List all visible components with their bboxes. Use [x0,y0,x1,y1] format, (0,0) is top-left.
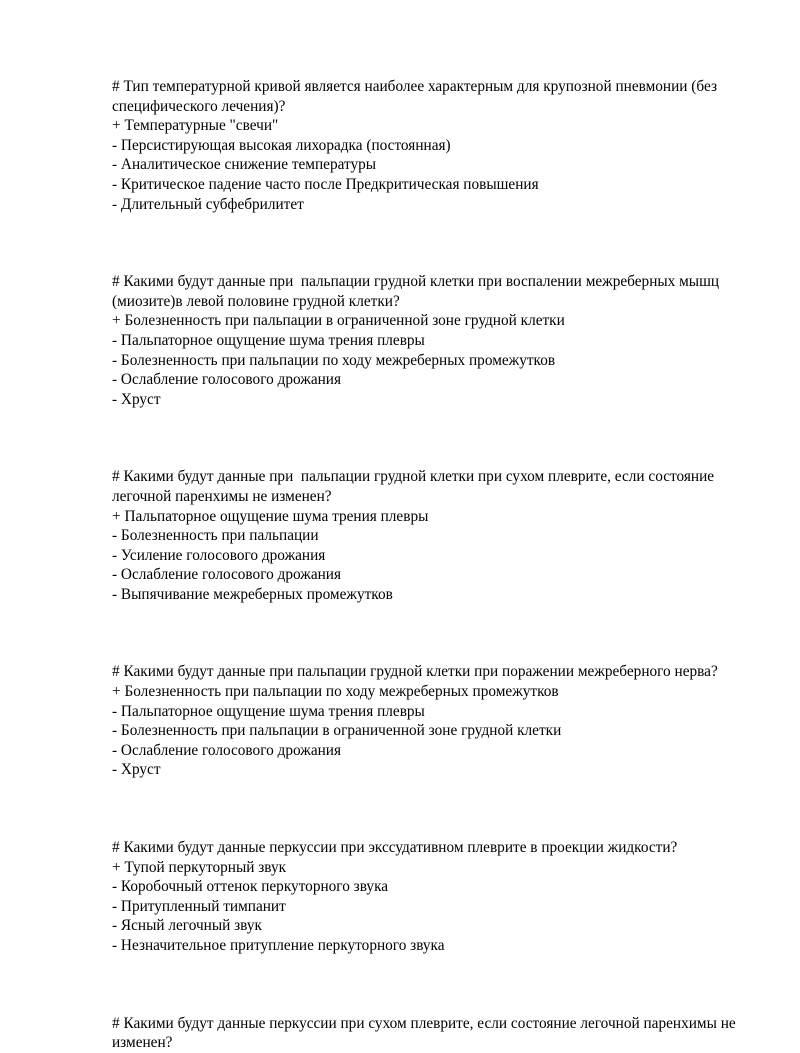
answer-option: + Температурные "свечи" [112,117,279,135]
answer-option: - Усиление голосового дрожания [112,546,326,564]
answer-option: - Пальпаторное ощущение шума трения плевры [112,702,425,720]
answer-option: - Ослабление голосового дрожания [112,566,342,584]
question-text: # Какими будут данные перкуссии при сухом плеврите, если состояние легочной паренхимы не изменен? [112,1014,740,1052]
answer-option: - Ясный легочный звук [112,917,262,935]
answer-option: + Болезненность при пальпации в ограниченной зоне грудной клетки [112,312,565,330]
answer-option: - Хруст [112,761,161,779]
answer-option: - Длительный субфебрилитет [112,195,304,213]
question-block-4 [112,662,752,780]
answer-option: - Аналитическое снижение температуры [112,156,377,174]
answer-option: + Болезненность при пальпации по ходу межреберных промежутков [112,683,559,701]
answer-option: - Незначительное притупление перкуторного звука [112,937,445,954]
question-block-3 [112,467,752,604]
answer-option: - Ослабление голосового дрожания [112,371,342,389]
question-block-6 [112,1014,752,1053]
question-text: # Какими будут данные при пальпации грудной клетки при поражении межреберного нерва? [112,663,718,681]
question-text: # Какими будут данные при пальпации грудной клетки при воспалении межреберных мышц (миозите)в левой половине грудной клетки? [112,273,723,310]
question-text: # Какими будут данные перкуссии при экссудативном плеврите в проекции жидкости? [112,839,678,857]
answer-option: - Болезненность при пальпации по ходу межреберных промежутков [112,351,556,369]
answer-option: - Болезненность при пальпации [112,527,319,545]
document-page [112,77,752,1053]
question-block-1 [112,77,752,214]
answer-option: + Тупой перкуторный звук [112,858,287,876]
answer-option: - Пальпаторное ощущение шума трения плевры [112,331,425,349]
answer-option: - Болезненность при пальпации в ограниченной зоне грудной клетки [112,722,562,740]
answer-option: + Пальпаторное ощущение шума трения плевры [112,507,429,525]
answer-option: - Притупленный тимпанит [112,897,286,915]
answer-option: - Критическое падение часто после Предкритическая повышения [112,175,539,193]
question-text: # Тип температурной кривой является наиболее характерным для крупозной пневмонии (без специфического лечения)? [112,78,721,115]
answer-option: - Коробочный оттенок перкуторного звука [112,878,389,896]
answer-option: - Ослабление голосового дрожания [112,741,342,759]
answer-option: - Персистирующая высокая лихорадка (постоянная) [112,136,451,154]
question-text: # Какими будут данные при пальпации грудной клетки при сухом плеврите, если состояние легочной паренхимы не изменен? [112,468,718,505]
answer-option: - Выпячивание межреберных промежутков [112,585,393,603]
question-block-5 [112,838,752,956]
question-block-2 [112,272,752,409]
answer-option: - Хруст [112,390,161,408]
